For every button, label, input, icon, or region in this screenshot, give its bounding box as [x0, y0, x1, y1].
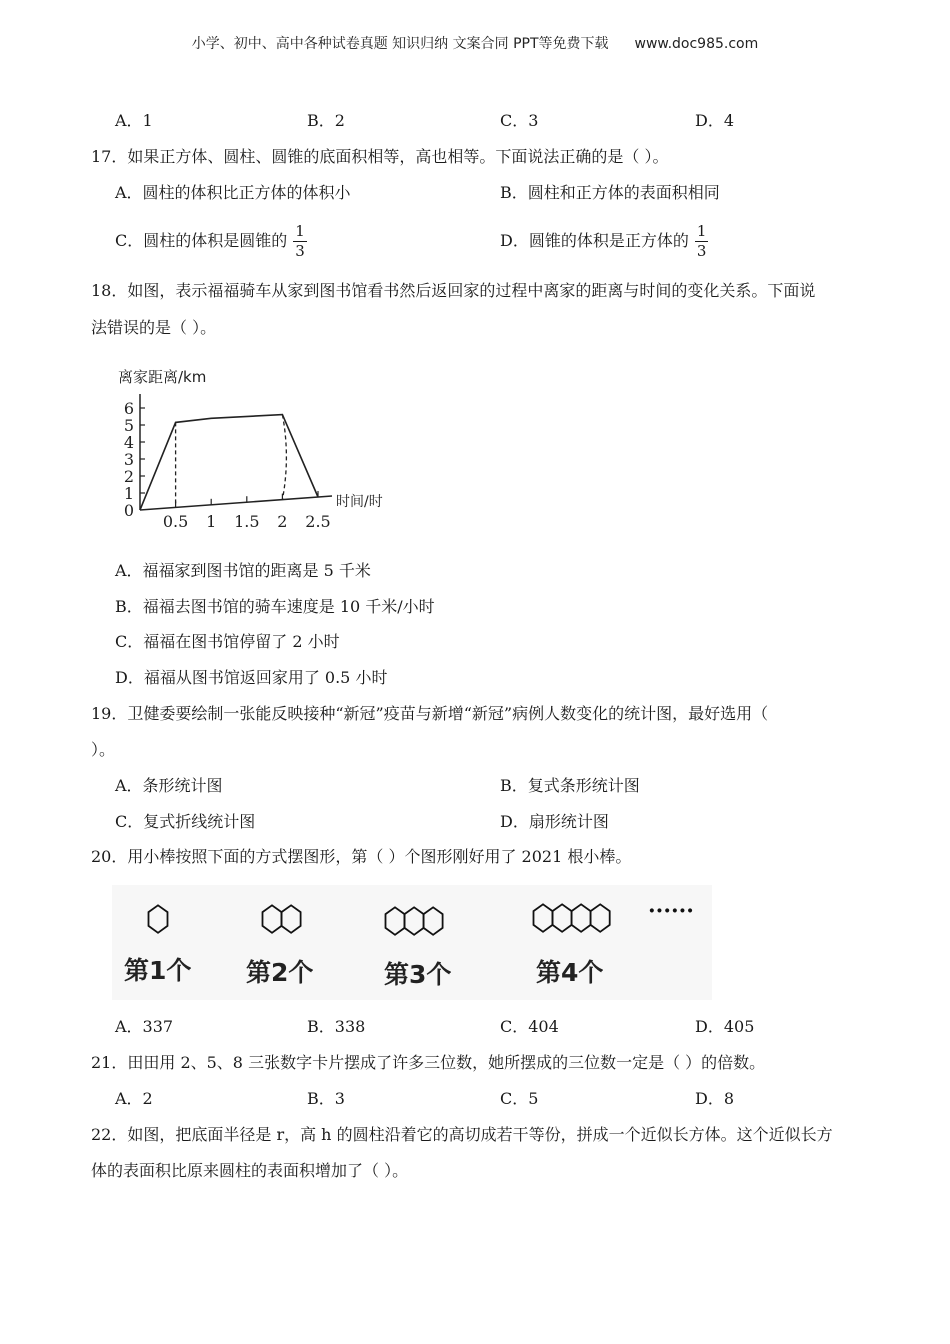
fraction-numerator: 1	[696, 221, 707, 240]
y-tick-label: 5	[123, 416, 134, 435]
q16-option-d: D．4	[695, 111, 735, 130]
chart-origin-label: 0	[123, 501, 134, 520]
chart-xlabel: 时间/时	[336, 494, 383, 510]
fraction-one-third	[293, 221, 307, 260]
q21-option-a: A．2	[115, 1089, 153, 1108]
x-tick-label: 0.5	[162, 512, 189, 531]
x-tick-label: 1	[206, 512, 217, 531]
figure-label-2: 第2个	[246, 958, 314, 987]
q16-option-c: C．3	[500, 111, 539, 130]
x-axis	[140, 496, 332, 510]
q21-option-c: C．5	[500, 1089, 539, 1108]
q18-option-c: C．福福在图书馆停留了 2 小时	[115, 632, 340, 651]
header-text: 小学、初中、高中各种试卷真题 知识归纳 文案合同 PPT等免费下载	[191, 36, 609, 52]
q19-option-d: D．扇形统计图	[500, 812, 609, 831]
q22-stem-line2: 体的表面积比原来圆柱的表面积增加了（ ）。	[91, 1161, 409, 1180]
q19-option-b: B．复式条形统计图	[500, 776, 640, 795]
q21-option-b: B．3	[307, 1089, 345, 1108]
fraction-denominator: 3	[295, 241, 305, 260]
q17-option-a: A．圆柱的体积比正方体的体积小	[115, 183, 351, 202]
q17-option-d	[500, 221, 708, 261]
q21-stem: 21．田田用 2、5、8 三张数字卡片摆成了许多三位数，她所摆成的三位数一定是（ ）的倍数。	[91, 1053, 766, 1072]
q17-option-c-text: C．圆柱的体积是圆锥的	[115, 231, 288, 250]
fraction-numerator: 1	[295, 221, 305, 240]
drop-dashed-line	[282, 415, 286, 500]
q21-option-d: D．8	[695, 1089, 735, 1108]
chart-ylabel: 离家距离/km	[118, 368, 207, 386]
q19-stem-line1: 19．卫健委要绘制一张能反映接种“新冠”疫苗与新增“新冠”病例人数变化的统计图，最好选用（	[91, 704, 769, 723]
q22-stem-line1: 22．如图，把底面半径是 r，高 h 的圆柱沿着它的高切成若干等份，拼成一个近似长方体。这个近似长方	[91, 1125, 833, 1144]
x-tick-label: 2.5	[305, 512, 331, 531]
figure-label-3: 第3个	[384, 960, 452, 989]
q18-stem-line2: 法错误的是（ ）。	[91, 318, 217, 337]
hexagon-pattern-figure	[112, 885, 712, 1000]
y-tick-label: 2	[123, 467, 134, 486]
q17-option-c	[115, 221, 307, 261]
x-tick-label: 1.5	[234, 512, 260, 531]
q19-option-c: C．复式折线统计图	[115, 812, 256, 831]
fraction-one-third	[695, 221, 709, 260]
q20-option-c: C．404	[500, 1017, 559, 1036]
q20-stem: 20．用小棒按照下面的方式摆图形，第（ ）个图形刚好用了 2021 根小棒。	[91, 847, 632, 866]
q18-option-a: A．福福家到图书馆的距离是 5 千米	[115, 561, 371, 580]
header-site: www.doc985.com	[634, 36, 759, 52]
q18-stem-line1: 18．如图，表示福福骑车从家到图书馆看书然后返回家的过程中离家的距离与时间的变化关系。下面说	[91, 281, 816, 300]
q17-option-b: B．圆柱和正方体的表面积相同	[500, 183, 720, 202]
q18-option-b: B．福福去图书馆的骑车速度是 10 千米/小时	[115, 597, 435, 616]
q17-option-d-text: D．圆锥的体积是正方体的	[500, 231, 689, 250]
figure-label-1: 第1个	[124, 956, 192, 985]
q20-option-a: A．337	[115, 1017, 174, 1036]
page-header	[0, 37, 950, 51]
q20-option-d: D．405	[695, 1017, 755, 1036]
distance-line	[140, 415, 318, 510]
q16-option-b: B．2	[307, 111, 345, 130]
y-tick-label: 4	[123, 433, 134, 452]
y-tick-label: 3	[123, 450, 134, 469]
fraction-denominator: 3	[696, 241, 707, 260]
q20-option-b: B．338	[307, 1017, 366, 1036]
x-tick-label: 2	[277, 512, 288, 531]
y-tick-label: 1	[123, 484, 134, 503]
q19-option-a: A．条形统计图	[115, 776, 223, 795]
q19-stem-line2: ）。	[91, 740, 116, 759]
q18-option-d: D．福福从图书馆返回家用了 0.5 小时	[115, 668, 388, 687]
distance-time-chart	[110, 360, 410, 535]
y-tick-label: 6	[123, 399, 134, 418]
q17-stem: 17．如果正方体、圆柱、圆锥的底面积相等，高也相等。下面说法正确的是（ ）。	[91, 147, 669, 166]
q16-option-a: A．1	[115, 111, 153, 130]
pattern-ellipsis: ······	[648, 898, 694, 924]
figure-label-4: 第4个	[536, 958, 604, 987]
